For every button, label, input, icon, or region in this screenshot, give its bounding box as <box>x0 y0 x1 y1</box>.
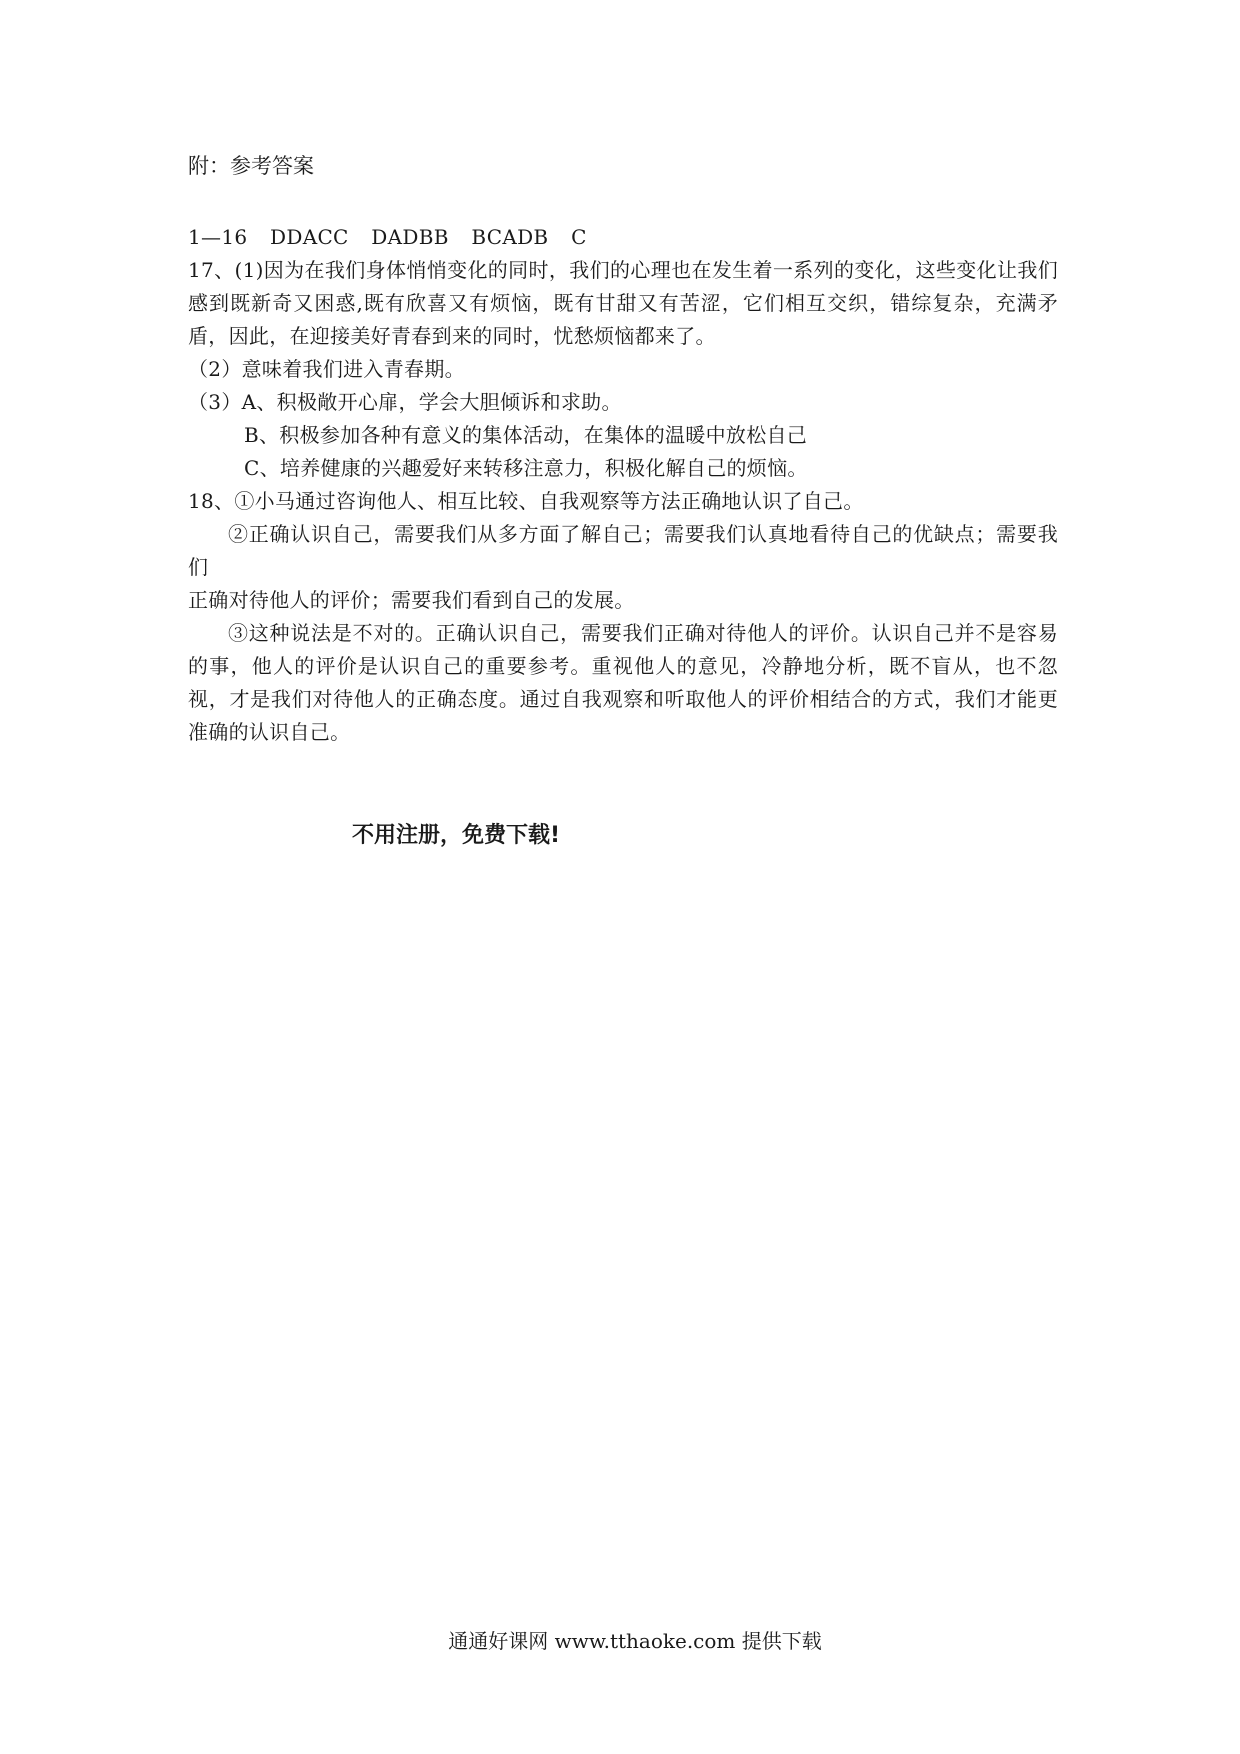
answer-17-2: （2）意味着我们进入青春期。 <box>188 357 465 381</box>
answer-18-3: ③这种说法是不对的。正确认识自己，需要我们正确对待他人的评价。认识自己并不是容易的事，他人的评价是认识自己的重要参考。重视他人的意见，冷静地分析，既不盲从，也不忽视，才是我们对待他人的正确态度。通过自我观察和听取他人的评价相结合的方式，我们才能更准确的认识自己。 <box>188 621 1058 744</box>
free-download-notice: 不用注册，免费下载! <box>352 823 561 848</box>
answer-key-line: 1—16 DDACC DADBB BCADB C <box>188 225 587 249</box>
answer-18-1: 18、①小马通过咨询他人、相互比较、自我观察等方法正确地认识了自己。 <box>188 489 864 513</box>
answer-17-3b: B、积极参加各种有意义的集体活动，在集体的温暖中放松自己 <box>244 423 808 447</box>
answer-18-2: ②正确认识自己，需要我们从多方面了解自己；需要我们认真地看待自己的优缺点；需要我们 <box>188 522 1058 579</box>
answers-body <box>188 221 1058 749</box>
answer-17-3c: C、培养健康的兴趣爱好来转移注意力，积极化解自己的烦恼。 <box>244 456 808 480</box>
answers-heading: 附：参考答案 <box>188 154 314 178</box>
answer-17-3a: （3）A、积极敞开心扉，学会大胆倾诉和求助。 <box>188 390 622 414</box>
page-footer: 通通好课网 www.tthaoke.com 提供下载 <box>448 1629 822 1653</box>
answer-18-2-cont: 正确对待他人的评价；需要我们看到自己的发展。 <box>188 588 635 612</box>
answer-17-1: 17、(1)因为在我们身体悄悄变化的同时，我们的心理也在发生着一系列的变化，这些变化让我们感到既新奇又困惑,既有欣喜又有烦恼，既有甘甜又有苦涩，它们相互交织，错综复杂，充满矛盾，因此，在迎接美好青春到来的同时，忧愁烦恼都来了。 <box>188 258 1058 348</box>
